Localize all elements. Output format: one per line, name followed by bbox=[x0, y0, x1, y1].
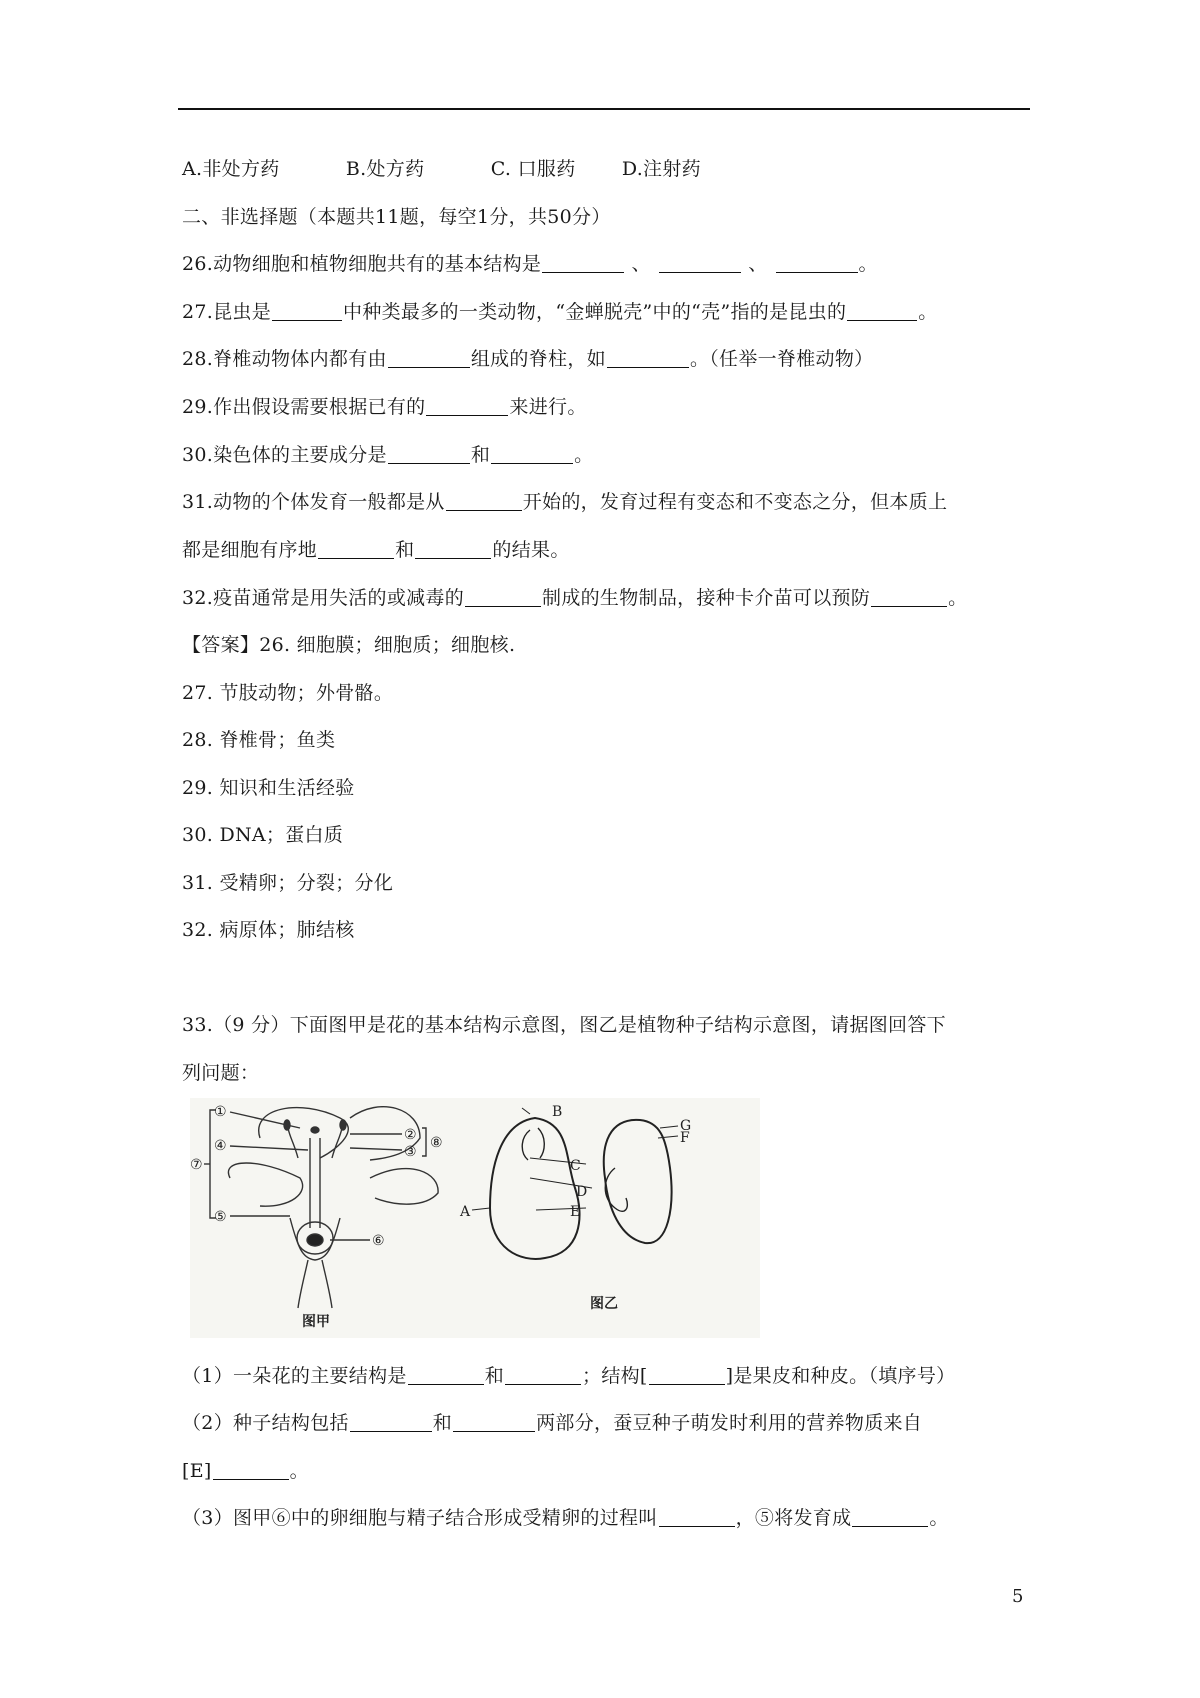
q27-text: 中种类最多的一类动物，“金蝉脱壳”中的“壳”指的是昆虫的 bbox=[343, 301, 847, 323]
question-28 bbox=[182, 347, 873, 371]
blank bbox=[776, 254, 858, 273]
blank bbox=[272, 302, 342, 321]
q29-text: 29.作出假设需要根据已有的 bbox=[182, 396, 426, 418]
blank bbox=[408, 1366, 484, 1385]
q26-sep: 、 bbox=[625, 253, 651, 275]
blank bbox=[318, 540, 394, 559]
figure-background bbox=[190, 1098, 760, 1338]
option-c: C. 口服药 bbox=[490, 158, 576, 180]
figure-flower-seed bbox=[190, 1098, 760, 1338]
label-8: ⑧ bbox=[430, 1135, 443, 1151]
answer-30: 30. DNA；蛋白质 bbox=[182, 824, 344, 846]
blank bbox=[491, 445, 573, 464]
q31-end: 的结果。 bbox=[492, 539, 570, 561]
blank bbox=[505, 1366, 581, 1385]
answer-32: 32. 病原体；肺结核 bbox=[182, 919, 355, 941]
q27-end: 。 bbox=[918, 301, 938, 323]
label-A: A bbox=[460, 1204, 471, 1220]
question-31-line2 bbox=[182, 538, 570, 562]
answer-27: 27. 节肢动物；外骨骼。 bbox=[182, 682, 394, 704]
figure-svg bbox=[190, 1098, 760, 1338]
q31-text: 31.动物的个体发育一般都是从 bbox=[182, 491, 445, 513]
label-G: G bbox=[680, 1118, 692, 1134]
blank bbox=[213, 1461, 289, 1480]
section-title: 二、非选择题（本题共11题，每空1分，共50分） bbox=[182, 206, 611, 228]
q33-p2-text: 两部分，蚕豆种子萌发时利用的营养物质来自 bbox=[536, 1412, 923, 1434]
blank bbox=[607, 349, 689, 368]
label-6: ⑥ bbox=[372, 1233, 385, 1249]
label-5: ⑤ bbox=[214, 1209, 227, 1225]
answer-29: 29. 知识和生活经验 bbox=[182, 777, 355, 799]
q26-sep: 、 bbox=[741, 253, 768, 275]
q33-p2-text: 和 bbox=[432, 1412, 453, 1434]
label-F: F bbox=[680, 1130, 690, 1146]
q31-text: 开始的，发育过程有变态和不变态之分，但本质上 bbox=[522, 491, 948, 513]
question-33-part-3 bbox=[182, 1506, 949, 1530]
blank bbox=[350, 1413, 432, 1432]
blank bbox=[465, 588, 541, 607]
label-7: ⑦ bbox=[190, 1157, 203, 1173]
q26-text: 26.动物细胞和植物细胞共有的基本结构是 bbox=[182, 253, 542, 275]
answer-31: 31. 受精卵；分裂；分化 bbox=[182, 872, 394, 894]
option-b: B.处方药 bbox=[345, 158, 425, 180]
blank bbox=[847, 302, 917, 321]
q33-p1-text: ；结构[ bbox=[582, 1365, 648, 1387]
fig-jia-caption: 图甲 bbox=[302, 1314, 330, 1330]
stigma bbox=[311, 1127, 319, 1133]
label-E: E bbox=[570, 1204, 581, 1220]
question-29 bbox=[182, 395, 587, 419]
blank bbox=[426, 397, 508, 416]
q31-text: 和 bbox=[395, 539, 415, 561]
blank bbox=[649, 1366, 725, 1385]
q30-text: 30.染色体的主要成分是 bbox=[182, 444, 387, 466]
label-1: ① bbox=[214, 1104, 227, 1120]
q26-end: 。 bbox=[858, 253, 878, 275]
q32-text: 32.疫苗通常是用失活的或减毒的 bbox=[182, 587, 465, 609]
label-2: ② bbox=[404, 1127, 417, 1143]
question-30 bbox=[182, 443, 593, 467]
blank bbox=[388, 349, 470, 368]
question-33-part-2 bbox=[182, 1411, 922, 1435]
q28-text: 组成的脊柱，如 bbox=[470, 348, 606, 370]
question-31-line1 bbox=[182, 490, 947, 514]
q33-p3-text: （3）图甲⑥中的卵细胞与精子结合形成受精卵的过程叫 bbox=[182, 1507, 658, 1529]
blank bbox=[659, 254, 741, 273]
q27-text: 27.昆虫是 bbox=[182, 301, 272, 323]
blank bbox=[453, 1413, 535, 1432]
question-26 bbox=[182, 252, 878, 276]
q29-end: 来进行。 bbox=[509, 396, 587, 418]
label-D: D bbox=[576, 1184, 588, 1200]
blank bbox=[542, 254, 624, 273]
blank bbox=[446, 492, 522, 511]
q31-text: 都是细胞有序地 bbox=[182, 539, 318, 561]
q28-text: 28.脊椎动物体内都有由 bbox=[182, 348, 387, 370]
q33-p1-text: 和 bbox=[484, 1365, 505, 1387]
blank bbox=[415, 540, 491, 559]
blank bbox=[659, 1508, 735, 1527]
q30-end: 。 bbox=[574, 444, 594, 466]
question-32 bbox=[182, 586, 967, 610]
question-33-part-1 bbox=[182, 1364, 955, 1388]
label-3: ③ bbox=[404, 1144, 417, 1160]
ovule bbox=[307, 1234, 323, 1246]
blank bbox=[871, 588, 947, 607]
q33-p1-text: （1）一朵花的主要结构是 bbox=[182, 1365, 407, 1387]
question-33-intro-cont: 列问题： bbox=[182, 1062, 260, 1084]
q30-text: 和 bbox=[470, 444, 491, 466]
q28-end: 。（任举一脊椎动物） bbox=[689, 348, 874, 370]
q33-p3-end: 。 bbox=[929, 1507, 949, 1529]
anther bbox=[340, 1120, 346, 1130]
options-line bbox=[182, 157, 701, 181]
q33-p2-end: 。 bbox=[289, 1460, 309, 1482]
fig-yi-caption: 图乙 bbox=[590, 1296, 618, 1312]
label-B: B bbox=[552, 1104, 563, 1120]
question-33-intro: 33.（9 分）下面图甲是花的基本结构示意图，图乙是植物种子结构示意图，请据图回答下 bbox=[182, 1014, 946, 1036]
q33-p2-text: [E] bbox=[182, 1460, 212, 1482]
label-4: ④ bbox=[214, 1138, 227, 1154]
option-a: A.非处方药 bbox=[182, 158, 280, 180]
question-27 bbox=[182, 300, 938, 324]
label-C: C bbox=[570, 1158, 581, 1174]
option-d: D.注射药 bbox=[621, 158, 701, 180]
q33-p1-text: ]是果皮和种皮。（填序号） bbox=[725, 1365, 956, 1387]
blank bbox=[388, 445, 470, 464]
q33-p3-text: ，⑤将发育成 bbox=[735, 1507, 852, 1529]
blank bbox=[852, 1508, 928, 1527]
q32-end: 。 bbox=[948, 587, 968, 609]
answer-28: 28. 脊椎骨；鱼类 bbox=[182, 729, 336, 751]
question-33-part-2-cont bbox=[182, 1459, 309, 1483]
q32-text: 制成的生物制品，接种卡介苗可以预防 bbox=[542, 587, 871, 609]
q33-p2-text: （2）种子结构包括 bbox=[182, 1412, 349, 1434]
answer-26: 【答案】26. 细胞膜；细胞质；细胞核. bbox=[182, 634, 516, 656]
header-rule bbox=[178, 108, 1030, 110]
page-number: 5 bbox=[1012, 1586, 1024, 1607]
